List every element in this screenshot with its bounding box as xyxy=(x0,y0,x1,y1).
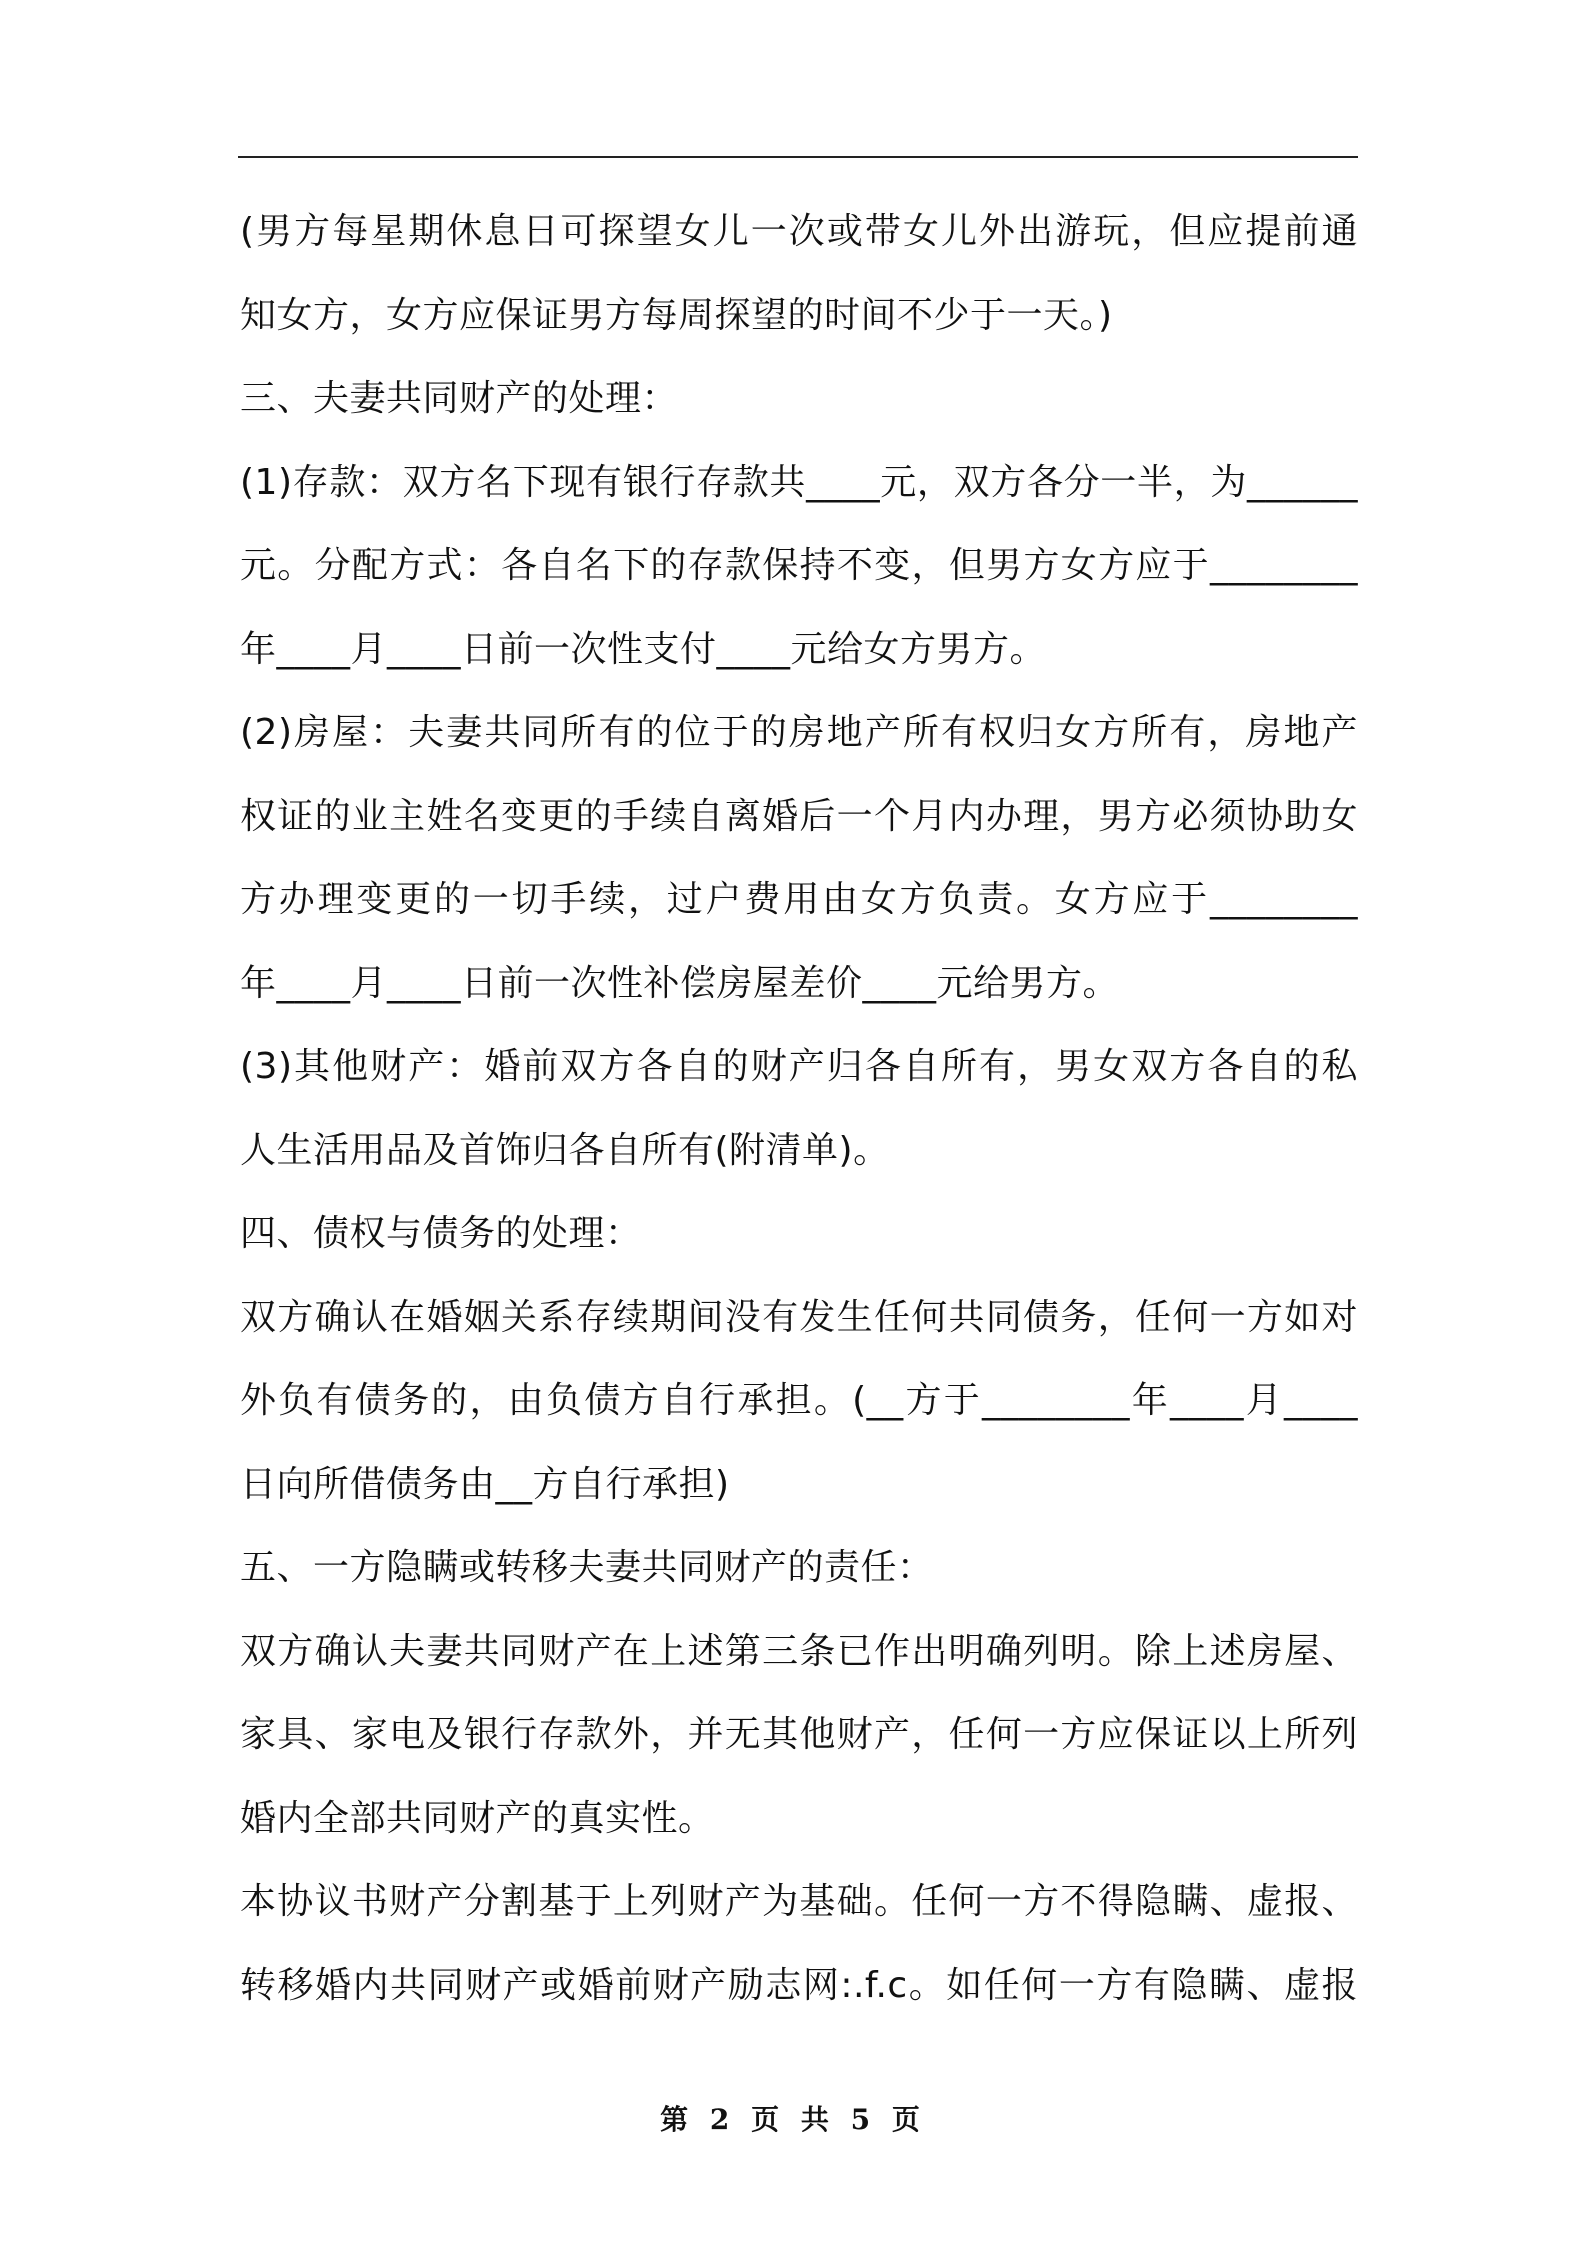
document-body xyxy=(240,190,1358,2027)
text-line: 本协议书财产分割基于上列财产为基础。任何一方不得隐瞒、虚报、 xyxy=(240,1881,1358,1922)
text-line: 家具、家电及银行存款外，并无其他财产，任何一方应保证以上所列 xyxy=(240,1714,1358,1755)
section-heading: 五、一方隐瞒或转移夫妻共同财产的责任： xyxy=(240,1547,934,1588)
text-line: 日向所借债务由__方自行承担) xyxy=(240,1463,730,1505)
text-line: (3)其他财产：婚前双方各自的财产归各自所有，男女双方各自的私 xyxy=(240,1046,1358,1087)
text-line: (2)房屋：夫妻共同所有的位于的房地产所有权归女方所有，房地产 xyxy=(240,712,1358,753)
text-line: 婚内全部共同财产的真实性。 xyxy=(240,1797,715,1839)
header-rule xyxy=(238,156,1358,158)
text-line: 元。分配方式：各自名下的存款保持不变，但男方女方应于________ xyxy=(240,545,1358,586)
text-line: 年____月____日前一次性支付____元给女方男方。 xyxy=(240,628,1047,670)
text-line: (1)存款：双方名下现有银行存款共____元，双方各分一半，为______ xyxy=(240,461,1358,503)
text-line: (男方每星期休息日可探望女儿一次或带女儿外出游玩，但应提前通 xyxy=(240,211,1358,252)
text-line: 转移婚内共同财产或婚前财产励志网:.f.c。如任何一方有隐瞒、虚报 xyxy=(240,1964,1358,2006)
text-line: 知女方，女方应保证男方每周探望的时间不少于一天。) xyxy=(240,294,1113,336)
text-line: 人生活用品及首饰归各自所有(附清单)。 xyxy=(240,1129,890,1171)
text-line: 双方确认夫妻共同财产在上述第三条已作出明确列明。除上述房屋、 xyxy=(240,1630,1358,1672)
section-heading: 四、债权与债务的处理： xyxy=(240,1213,642,1254)
text-line: 外负有债务的，由负债方自行承担。(__方于________年____月____ xyxy=(240,1380,1358,1421)
text-line: 年____月____日前一次性补偿房屋差价____元给男方。 xyxy=(240,962,1120,1004)
text-line: 双方确认在婚姻关系存续期间没有发生任何共同债务，任何一方如对 xyxy=(240,1296,1358,1338)
section-heading: 三、夫妻共同财产的处理： xyxy=(240,378,679,419)
text-line: 方办理变更的一切手续，过户费用由女方负责。女方应于________ xyxy=(240,879,1358,920)
page-number: 第 2 页 共 5 页 xyxy=(660,2103,926,2136)
text-line: 权证的业主姓名变更的手续自离婚后一个月内办理，男方必须协助女 xyxy=(240,795,1358,837)
